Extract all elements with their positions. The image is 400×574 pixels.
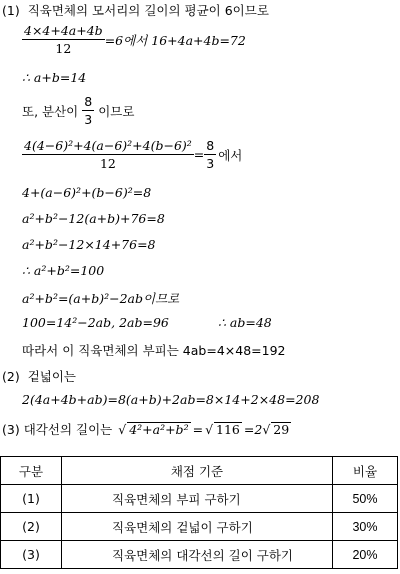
part-label: (2) (2, 369, 20, 384)
column-header: 구분 (1, 457, 62, 485)
sqrt-symbol: √ (118, 421, 127, 437)
equation-line: 100=14²−2ab, 2ab=96 (22, 315, 169, 330)
criterion-cell: 직육면체의 대각선의 길이 구하기 (62, 541, 333, 569)
part-cell: (2) (1, 513, 62, 541)
criterion-cell: 직육면체의 겉넓이 구하기 (62, 513, 333, 541)
equation-line: 4+(a−6)²+(b−6)²=8 (22, 185, 152, 200)
diagonal-text: 대각선의 길이는 (23, 422, 113, 437)
part-cell: (1) (1, 485, 62, 513)
part-cell: (3) (1, 541, 62, 569)
table-header-row (1, 457, 398, 485)
equation-line: ∴ ab=48 (218, 315, 272, 330)
volume-result: 따라서 이 직육면체의 부피는 4ab=4×48=192 (22, 343, 286, 358)
surface-text: 겉넓이는 (27, 369, 77, 384)
ratio-cell: 30% (333, 513, 398, 541)
part-label: (1) (2, 3, 20, 18)
sqrt-symbol: √ (205, 421, 214, 437)
column-header: 채점 기준 (62, 457, 333, 485)
equation-line: a²+b²−12(a+b)+76=8 (22, 211, 165, 226)
equation-line: a²+b²−12×14+76=8 (22, 237, 156, 252)
grading-table (0, 456, 398, 569)
sqrt-symbol: √ (262, 421, 271, 437)
therefore-sum: ∴ a+b=14 (22, 70, 87, 85)
table-row (1, 541, 398, 569)
variance-value-fraction: $\frac{8}{3}$ (206, 138, 215, 171)
mean-fraction: $\frac{4\times 4+4a+4b}{12}$ (24, 23, 103, 56)
intro-text: 직육면체의 모서리의 길이의 평균이 6이므로 (27, 3, 269, 18)
table-row (1, 485, 398, 513)
equation-line: a²+b²=(a+b)²−2ab이므로 (22, 291, 180, 306)
column-header: 비율 (333, 457, 398, 485)
part-label: (3) (2, 421, 20, 437)
variance-sum-fraction: $\frac{\text{4(4−6)²+4(a−6)²+4(b−6)²}}{12}$ (24, 138, 192, 171)
ratio-cell: 20% (333, 541, 398, 569)
table-row (1, 513, 398, 541)
variance-statement: 또, 분산이 $\frac{8}{3}$ 이므로 (22, 94, 135, 127)
variance-equation: $\frac{\text{4(4−6)²+4(a−6)²+4(b−6)²}}{12}$ = $\frac{8}{3}$ 에서 (24, 138, 243, 171)
equation-line: ∴ a²+b²=100 (22, 263, 105, 278)
criterion-cell: 직육면체의 부피 구하기 (62, 485, 333, 513)
variance-fraction: $\frac{8}{3}$ (84, 94, 93, 127)
surface-equation: 2(4a+4b+ab)=8(a+b)+2ab=8×14+2×48=208 (22, 392, 320, 407)
mean-equation: $\frac{4\times 4+4a+4b}{12}$ =6에서 16+4a+4b=72 (24, 23, 246, 56)
ratio-cell: 50% (333, 485, 398, 513)
